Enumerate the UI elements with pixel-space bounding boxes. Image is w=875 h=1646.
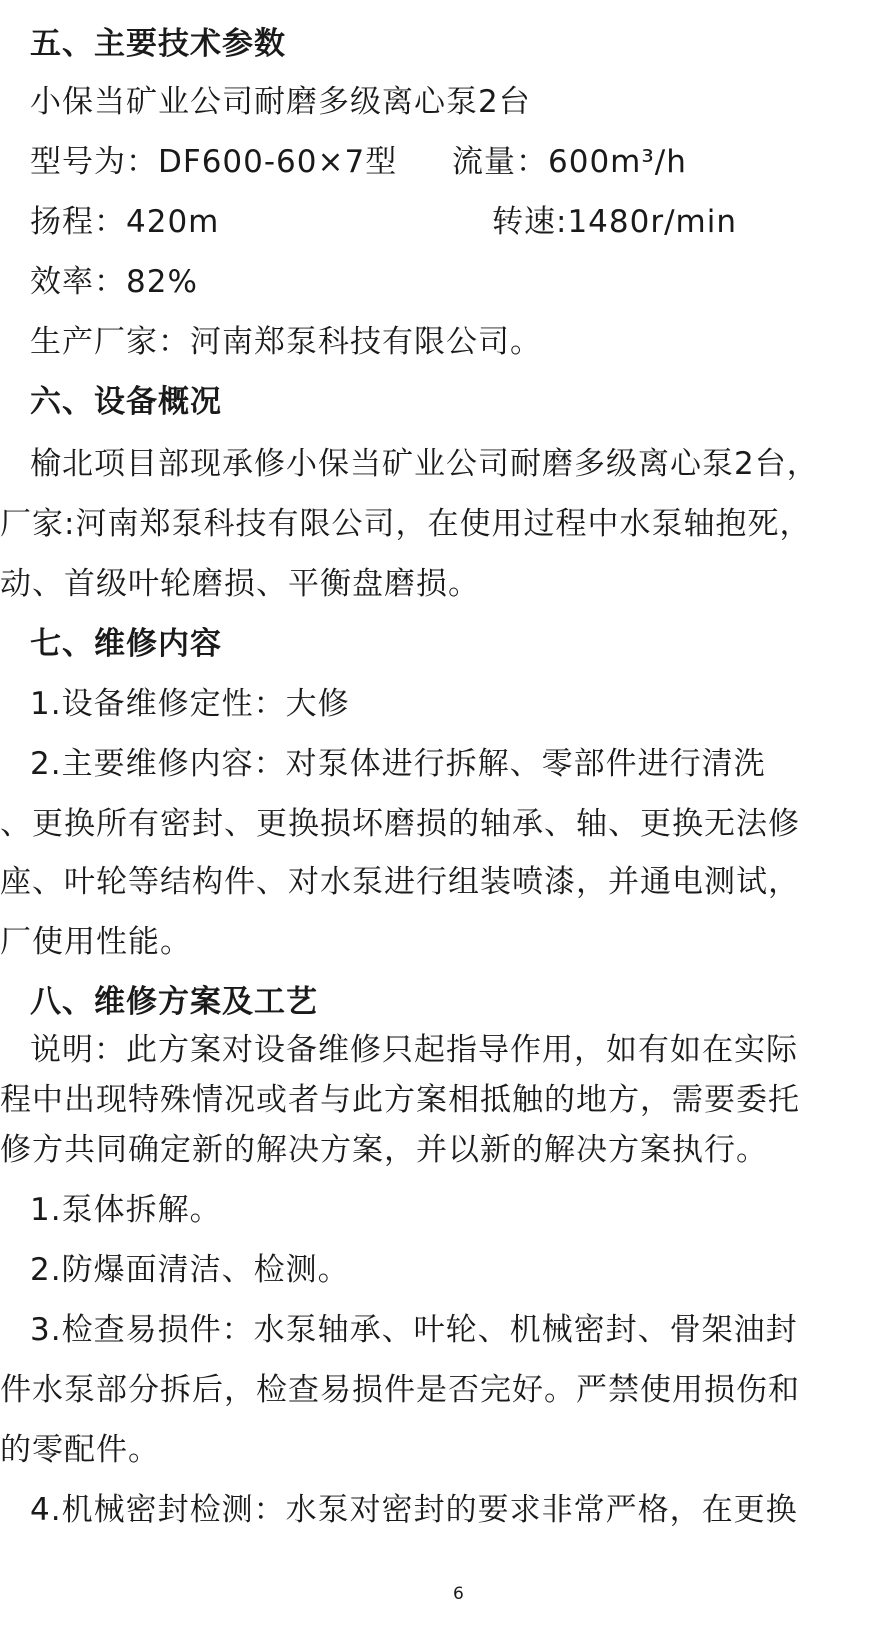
step-3-line-1: 3.检查易损件：水泵轴承、叶轮、机械密封、骨架油封 [30,1312,798,1348]
page-number: 6 [453,1584,465,1604]
section5-heading: 五、主要技术参数 [30,26,286,62]
flow-line: 流量：600m³/h [452,144,687,180]
note-line-1: 说明：此方案对设备维修只起指导作用，如有如在实际 [30,1032,798,1068]
section7-heading: 七、维修内容 [30,626,222,662]
speed-line: 转速:1480r/min [492,204,737,240]
repair-item-2-line-2: 、更换所有密封、更换损坏磨损的轴承、轴、更换无法修 [0,806,800,842]
overview-line-3: 动、首级叶轮磨损、平衡盘磨损。 [0,566,480,602]
step-2: 2.防爆面清洁、检测。 [30,1252,350,1288]
step-4-line-1: 4.机械密封检测：水泵对密封的要求非常严格，在更换 [30,1492,798,1528]
repair-item-2-line-4: 厂使用性能。 [0,924,192,960]
note-line-3: 修方共同确定新的解决方案，并以新的解决方案执行。 [0,1132,768,1168]
head-line: 扬程：420m [30,204,220,240]
repair-item-2-line-1: 2.主要维修内容：对泵体进行拆解、零部件进行清洗 [30,746,766,782]
overview-line-2: 厂家:河南郑泵科技有限公司，在使用过程中水泵轴抱死， [0,506,812,542]
manufacturer-line: 生产厂家：河南郑泵科技有限公司。 [30,324,542,360]
step-1: 1.泵体拆解。 [30,1192,222,1228]
equipment-line: 小保当矿业公司耐磨多级离心泵2台 [30,84,531,120]
repair-item-2-line-3: 座、叶轮等结构件、对水泵进行组装喷漆，并通电测试， [0,864,800,900]
repair-item-1: 1.设备维修定性：大修 [30,686,350,722]
section6-heading: 六、设备概况 [30,384,222,420]
section8-heading: 八、维修方案及工艺 [30,984,318,1020]
step-3-line-2: 件水泵部分拆后，检查易损件是否完好。严禁使用损伤和 [0,1372,800,1408]
step-3-line-3: 的零配件。 [0,1432,160,1468]
efficiency-line: 效率：82% [30,264,198,300]
model-line: 型号为：DF600-60×7型 [30,144,398,180]
note-line-2: 程中出现特殊情况或者与此方案相抵触的地方，需要委托 [0,1082,800,1118]
overview-line-1: 榆北项目部现承修小保当矿业公司耐磨多级离心泵2台， [30,446,819,482]
